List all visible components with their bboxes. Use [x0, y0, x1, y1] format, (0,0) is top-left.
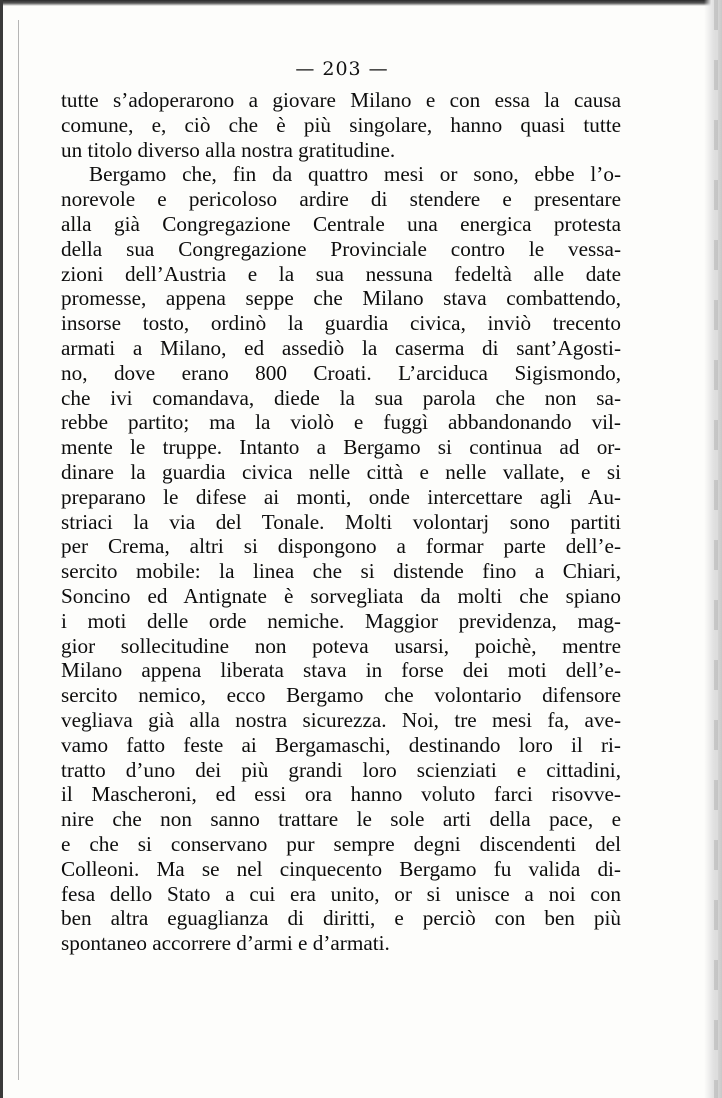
- text-line: e che si conservano pur sempre degni discendenti del: [61, 831, 621, 856]
- text-line: Soncino ed Antignate è sorvegliata da molti che spiano: [61, 583, 621, 608]
- scan-left-edge: [0, 0, 3, 1098]
- text-line: che ivi comandava, diede la sua parola che non sa-: [61, 385, 621, 410]
- text-line: fesa dello Stato a cui era unito, or si unisce a noi con: [61, 881, 621, 906]
- text-line: il Mascheroni, ed essi ora hanno voluto farci risovve-: [61, 782, 621, 807]
- text-line: i moti delle orde nemiche. Maggior previdenza, mag-: [61, 608, 621, 633]
- text-line: Milano appena liberata stava in forse dei moti dell’e-: [61, 658, 621, 683]
- text-line: striaci la via del Tonale. Molti volontarj sono partiti: [61, 509, 621, 534]
- text-line: per Crema, altri si dispongono a formar parte dell’e-: [61, 534, 621, 559]
- text-line: gior sollecitudine non poteva usarsi, poichè, mentre: [61, 633, 621, 658]
- text-line: norevole e pericoloso ardire di stendere e presentare: [61, 187, 621, 212]
- text-line: spontaneo accorrere d’armi e d’armati.: [61, 931, 390, 956]
- page-number: — 203 —: [295, 58, 389, 80]
- body-text: [61, 88, 621, 956]
- scan-top-edge: [0, 0, 722, 6]
- text-line: tutte s’adoperarono a giovare Milano e con essa la causa: [61, 88, 621, 112]
- text-line: Bergamo che, fin da quattro mesi or sono, ebbe l’o-: [89, 162, 621, 187]
- text-line: un titolo diverso alla nostra gratitudine.: [61, 137, 396, 162]
- binding-line: [18, 20, 19, 1080]
- text-line: Colleoni. Ma se nel cinquecento Bergamo fu valida di-: [61, 856, 621, 881]
- text-line: comune, e, ciò che è più singolare, hanno quasi tutte: [61, 112, 621, 137]
- text-line: sercito nemico, ecco Bergamo che volontario difensore: [61, 683, 621, 708]
- text-line: mente le truppe. Intanto a Bergamo si continua ad or-: [61, 435, 621, 460]
- text-line: preparano le difese ai monti, onde intercettare agli Au-: [61, 484, 621, 509]
- text-line: rebbe partito; ma la violò e fuggì abbandonando vil-: [61, 410, 621, 435]
- text-line: zioni dell’Austria e la sua nessuna fedeltà alle date: [61, 261, 621, 286]
- text-line: sercito mobile: la linea che si distende fino a Chiari,: [61, 559, 621, 584]
- text-line: dinare la guardia civica nelle città e nelle vallate, e si: [61, 459, 621, 484]
- scan-right-edge: [704, 0, 722, 1098]
- text-line: no, dove erano 800 Croati. L’arciduca Sigismondo,: [61, 360, 621, 385]
- text-line: della sua Congregazione Provinciale contro le vessa-: [61, 236, 621, 261]
- scan-right-mark: [714, 0, 718, 1098]
- text-line: tratto d’uno dei più grandi loro scienziati e cittadini,: [61, 757, 621, 782]
- text-line: vegliava già alla nostra sicurezza. Noi, tre mesi fa, ave-: [61, 707, 621, 732]
- text-line: insorse tosto, ordinò la guardia civica, inviò trecento: [61, 311, 621, 336]
- text-line: ben altra eguaglianza di diritti, e perciò con ben più: [61, 906, 621, 931]
- text-line: vamo fatto feste ai Bergamaschi, destinando loro il ri-: [61, 732, 621, 757]
- text-line: nire che non sanno trattare le sole arti della pace, e: [61, 807, 621, 832]
- text-line: alla già Congregazione Centrale una energica protesta: [61, 211, 621, 236]
- text-line: armati a Milano, ed assediò la caserma di sant’Agosti-: [61, 335, 621, 360]
- text-line: promesse, appena seppe che Milano stava combattendo,: [61, 286, 621, 311]
